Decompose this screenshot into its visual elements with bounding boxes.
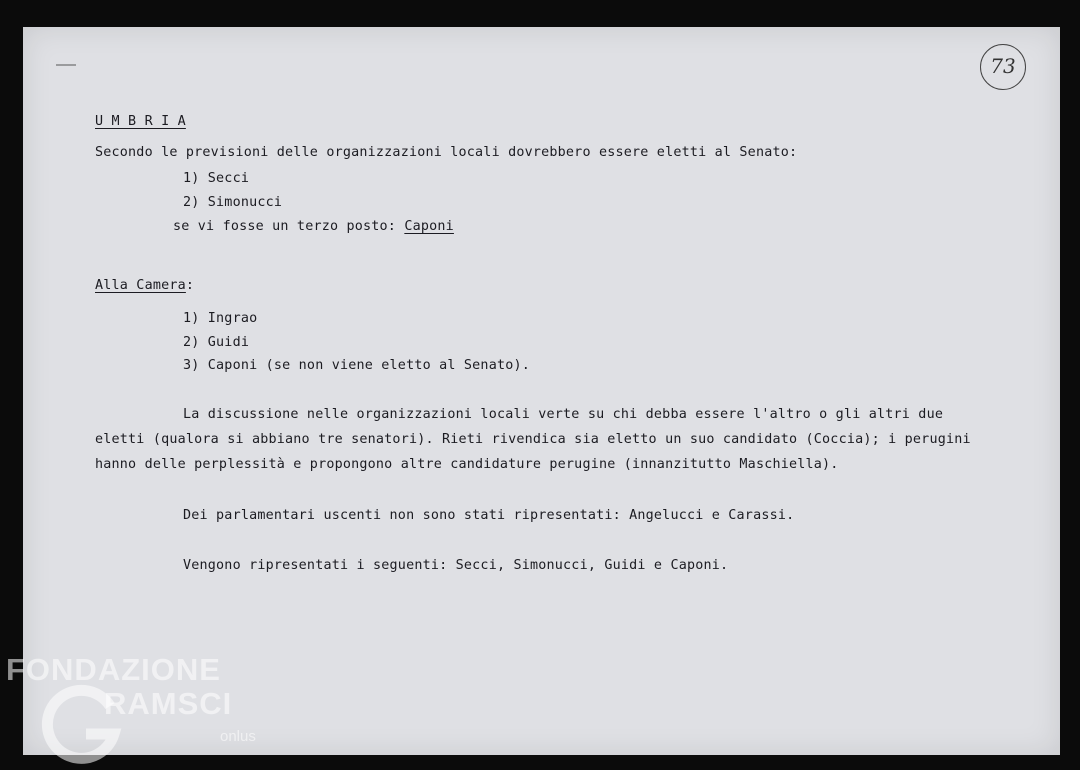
camera-label: Alla Camera — [95, 278, 186, 293]
document-heading: U M B R I A — [95, 114, 186, 129]
paragraph-candidates: Vengono ripresentati i seguenti: Secci, Simonucci, Guidi e Caponi. — [183, 558, 729, 573]
paragraph-line: eletti (qualora si abbiano tre senatori). Rieti rivendica sia eletto un suo candidato (Coccia); i perugini — [95, 432, 971, 447]
senate-item: 2) Simonucci — [183, 195, 283, 210]
paragraph-outgoing: Dei parlamentari uscenti non sono stati ripresentati: Angelucci e Carassi. — [183, 508, 795, 523]
paragraph-line: La discussione nelle organizzazioni locali verte su chi debba essere l'altro o gli altri due — [183, 407, 944, 422]
senate-intro: Secondo le previsioni delle organizzazioni locali dovrebbero essere eletti al Senato: — [95, 145, 798, 160]
camera-item: 1) Ingrao — [183, 311, 258, 326]
watermark-line2: RAMSCI — [104, 686, 233, 721]
third-seat-line — [173, 219, 454, 234]
margin-mark — [56, 64, 76, 66]
camera-item: 2) Guidi — [183, 335, 250, 350]
page-number: 73 — [980, 44, 1026, 90]
camera-heading — [95, 278, 194, 293]
watermark-line1: FONDAZIONE — [6, 652, 221, 687]
senate-item: 1) Secci — [183, 171, 250, 186]
document-page — [23, 27, 1060, 755]
third-seat-name: Caponi — [404, 219, 454, 234]
third-seat-prefix: se vi fosse un terzo posto: — [173, 219, 405, 234]
watermark-line3: onlus — [220, 728, 256, 745]
paragraph-line: hanno delle perplessità e propongono altre candidature perugine (innanzitutto Maschiella). — [95, 457, 839, 472]
camera-colon: : — [185, 278, 195, 293]
camera-item: 3) Caponi (se non viene eletto al Senato). — [183, 358, 530, 373]
